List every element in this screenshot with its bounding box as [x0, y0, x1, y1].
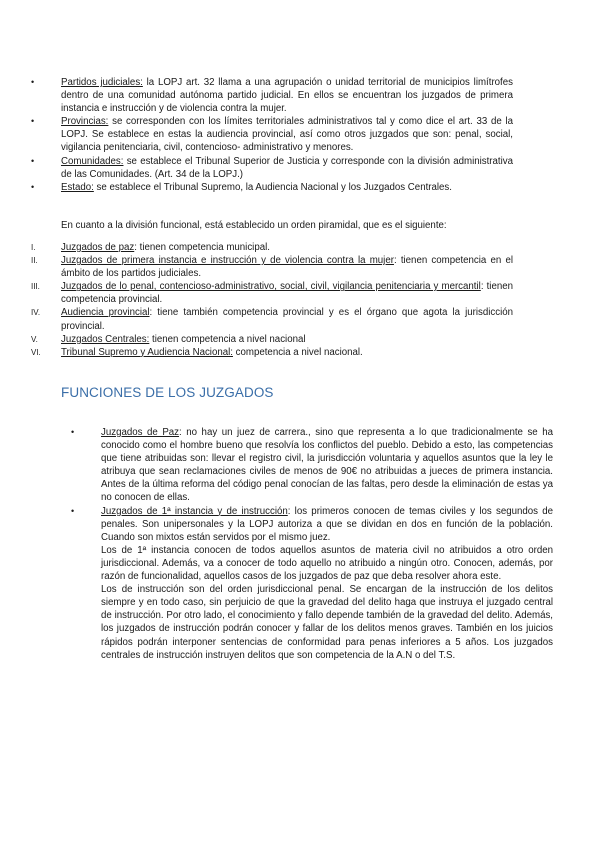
- functional-division-list: [31, 241, 513, 359]
- item-text: se establece el Tribunal Supremo, la Audiencia Nacional y los Juzgados Centrales.: [93, 181, 452, 193]
- item-text: : no hay un juez de carrera., sino que representa a lo que tradicionalmente se ha conocido como el hombre bueno que resolvía los conflictos del pueblo. Debido a esto, las competencias que tiene atribuidas son: llevar el registro civil, la jurisdicción voluntaria y aquellos asuntos que la ley le atribuya que sean reclamaciones civiles de menos de 90€ no atribuidas a jueces de primera instancia. Antes de la última reforma del código penal conocían de las faltas, pero desde la eliminación de estas ya no conocen de ellas.: [101, 427, 553, 504]
- item-text: : tienen competencia municipal.: [134, 242, 270, 253]
- item-text: se establece el Tribunal Superior de Justicia y corresponde con la división administrativa de las Comunidades. (Art. 34 de la LOPJ.): [61, 155, 513, 180]
- bullet-icon: •: [71, 505, 75, 516]
- paragraph: [101, 505, 553, 544]
- item-text: : los primeros conocen de temas civiles y los segundos de penales. Son unipersonales y la LOPJ autoriza a que se dividan en dos en función de la población. Cuando son mixtos están servidos por el mismo juez.: [101, 505, 553, 543]
- item-text: : tienen competencia en el ámbito de los partidos judiciales.: [61, 255, 513, 280]
- list-item: [31, 181, 513, 194]
- term: Provincias:: [61, 116, 109, 128]
- term: Juzgados Centrales:: [61, 333, 150, 345]
- list-item: [31, 241, 513, 254]
- term: Juzgados de 1ª instancia y de instrucción: [101, 505, 288, 517]
- roman-numeral: IV.: [31, 308, 41, 318]
- list-item: [31, 254, 513, 280]
- item-text: tienen competencia a nivel nacional: [149, 333, 306, 345]
- bullet-icon: •: [71, 427, 75, 437]
- roman-numeral: VI.: [31, 347, 41, 357]
- term: Audiencia provincial: [61, 307, 150, 319]
- term: Juzgados de primera instancia e instrucción y de violencia contra la mujer: [61, 255, 394, 267]
- term: Partidos judiciales:: [61, 77, 143, 88]
- roman-numeral: V.: [31, 334, 38, 344]
- territorial-division-list: [31, 76, 513, 194]
- roman-numeral: II.: [31, 256, 38, 266]
- functions-list: [31, 426, 553, 662]
- item-text: : tienen competencia provincial.: [61, 281, 514, 306]
- list-item: [31, 115, 513, 154]
- list-item: [31, 306, 513, 332]
- list-item: [31, 346, 513, 359]
- roman-numeral: I.: [31, 243, 36, 252]
- item-text: se corresponden con los límites territoriales administrativos tal y como dice el art. 33 de la LOPJ. Se establece en estas la audiencia provincial, así como otros juzgados que son: penal, social, vigilancia penitenciaria, civil, contencioso- administrativo y menores.: [61, 116, 513, 154]
- intro-paragraph: En cuanto a la división funcional, está establecido un orden piramidal, que es el siguiente:: [61, 220, 447, 231]
- term: Estado:: [61, 181, 94, 193]
- paragraph: Los de 1ª instancia conocen de todos aquellos asuntos de materia civil no atribuidos a otro orden jurisdiccional. Además, va a conocer de todo aquello no atribuido a ningún otro. Conocen, además, por razón de funcionalidad, aquellos casos de los juzgados de paz que deba resolver ahora este.: [101, 544, 553, 583]
- bullet-icon: •: [31, 116, 35, 127]
- term: Juzgados de lo penal, contencioso-administrativo, social, civil, vigilancia penitenciaria y mercantil: [61, 281, 481, 293]
- term: Juzgados de Paz: [101, 427, 180, 438]
- list-item: [31, 76, 513, 115]
- list-item: [71, 505, 553, 662]
- item-text: : tiene también competencia provincial y es el órgano que agota la jurisdicción provincial.: [61, 307, 513, 332]
- term: Comunidades:: [61, 155, 124, 167]
- bullet-icon: •: [31, 181, 35, 192]
- paragraph: Los de instrucción son del orden jurisdiccional penal. Se encargan de la instrucción de los delitos siempre y en todo caso, sin perjuicio de que la gravedad del delito haga que instruya el juzgado central de instrucción. Por otro lado, el conocimiento y fallo depende también de la gravedad del delito. Además, los juzgados de instrucción podrán conocer y fallar de los delitos menos graves. También en los juicios rápidos podrán interponer sentencias de conformidad para penas inferiores a 5 años. Los juzgados centrales de instrucción instruyen delitos que son competencia de la A.N o del T.S.: [101, 584, 553, 661]
- roman-numeral: III.: [31, 282, 40, 292]
- item-text: la LOPJ art. 32 llama a una agrupación o unidad territorial de municipios limítrofes dentro de una comunidad autónoma partido judicial. En ellos se encuentran los juzgados de primera instancia e instrucción y de violencia contra la mujer.: [61, 77, 513, 115]
- list-item: [31, 280, 513, 306]
- list-item: [31, 333, 513, 346]
- bullet-icon: •: [31, 77, 35, 87]
- list-item: [31, 155, 513, 181]
- list-item: [71, 426, 553, 505]
- item-text: competencia a nivel nacional.: [232, 346, 363, 358]
- term: Juzgados de paz: [61, 242, 135, 253]
- term: Tribunal Supremo y Audiencia Nacional:: [61, 346, 233, 358]
- section-heading: FUNCIONES DE LOS JUZGADOS: [61, 385, 274, 400]
- bullet-icon: •: [31, 155, 35, 166]
